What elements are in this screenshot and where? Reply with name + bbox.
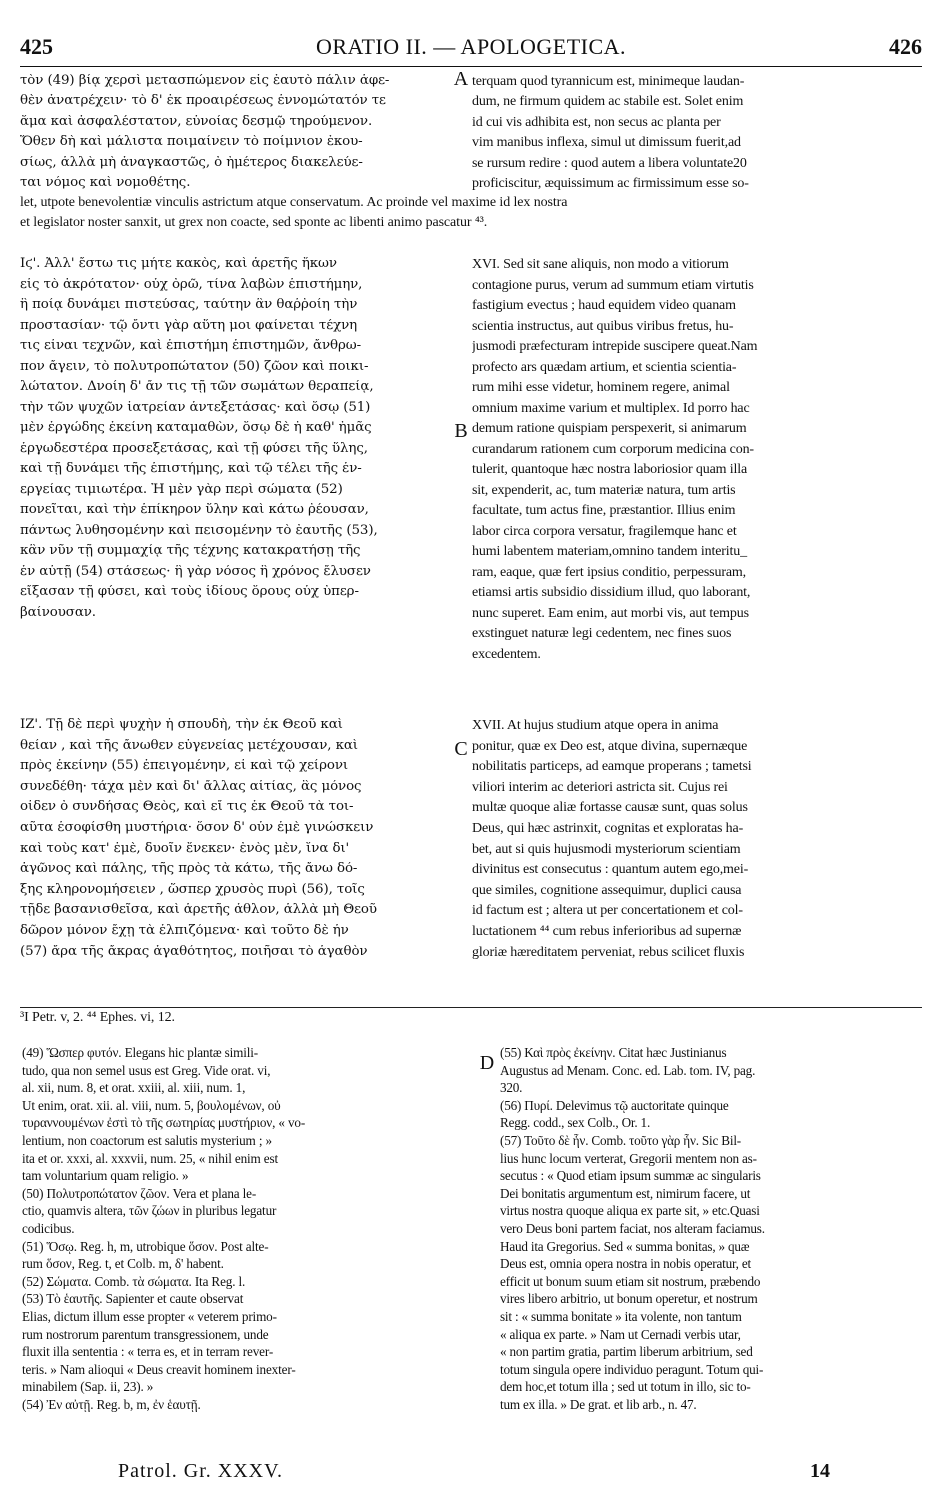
latin-line: id factum est ; altera ut per concertationem et col- [472, 903, 743, 919]
footnote-line: Elias, dictum illum esse propter « veterem primo- [22, 1310, 277, 1324]
latin-line: proficiscitur, æquissimum ac firmissimum esse so- [472, 176, 749, 191]
footnote-line: dem hoc,et totum illa ; sed ut totum in illo, sic to- [500, 1380, 751, 1395]
latin-line: omnium maxime varium et multiplex. Id porro hac [472, 400, 750, 416]
footnote-line: (50) Πολυτροπώτατον ζῶον. Vera et plana le- [22, 1186, 257, 1201]
footnote-line: Ut enim, orat. xii. al. viii, num. 5, βουλομένων, οὐ [22, 1098, 281, 1113]
latin-line: tulerit, quantoque hæc nostra laboriosior quam illa [472, 462, 748, 477]
latin-line: humi labentem materiam,omnino tandem interitu_ [472, 544, 747, 559]
footnote-line: efficit ut bonum suum etiam sit nostrum, præbendo [500, 1274, 761, 1289]
latin-line: vim manibus inflexa, simul ut dimissum fuerit,ad [472, 135, 741, 151]
footnote-line: tum ex illa. » De grat. et lib arb., n. 47. [500, 1398, 697, 1412]
footnote-line: rum ὅσον, Reg. t, et Colb. m, δ' habent. [22, 1257, 224, 1272]
full-width-line: et legislator noster sanxit, ut grex non coacte, sed sponte ac libenti animo pascatur ⁴³. [20, 215, 488, 231]
footnote-line: (52) Σώματα. Comb. τὰ σώματα. Ita Reg. l. [22, 1274, 246, 1289]
footnote-line: ctio, quamvis altera, τῶν ζώων in pluribus legatur [22, 1204, 277, 1219]
full-width-line: let, utpote benevolentiæ vinculis astrictum atque conservatum. Ac proinde vel maxime id lex nostra [20, 195, 568, 210]
latin-line: excedentem. [472, 646, 541, 662]
greek-line: πρὸς ἐκείνην (55) ἐπειγομένην, εἰ καὶ τῷ χείρονι [20, 759, 349, 774]
greek-line: πάντως λυθησομένην καὶ πεισομένην τὸ ἑαυτῆς (53), [20, 523, 378, 538]
greek-line: ἐργωδεστέρα προσεξετάσας, καὶ τῇ φύσει τῆς ὕλης, [20, 441, 368, 456]
greek-line: μὲν ἐργώδης ἐκείνη καταμαθὼν, ὅσῳ δὲ ἡ καθ' ἡμᾶς [20, 421, 372, 435]
latin-line: curandarum rationem cum corporum medicina con- [472, 441, 754, 457]
margin-letter: D [479, 1052, 495, 1074]
greek-line: εἰς τὸ ἀκρότατον· οὐχ ὁρῶ, τίνα λαβὼν ἐπιστήμην, [20, 277, 363, 292]
page-number-right: 426 [889, 34, 922, 59]
latin-line: scientia instructus, aut quibus viribus fretus, hu- [472, 318, 734, 334]
greek-line: πονεῖται, καὶ τὴν ἐπίκηρον ὕλην καὶ κάτω ῥέουσαν, [20, 503, 369, 517]
footnote-line: « non partim gratia, partim liberum arbitrium, sed [500, 1345, 753, 1360]
greek-line: σίως, ἀλλὰ μὴ ἀναγκαστῶς, ὁ ἡμέτερος διακελεύε- [20, 155, 363, 170]
latin-line: que similes, cognitione assequimur, duplici causa [472, 882, 742, 898]
footnote-line: rum nostrorum parentum transgressionem, unde [22, 1327, 269, 1342]
footnote-line: (51) Ὅσῳ. Reg. h, m, utrobique ὅσον. Post alte- [22, 1239, 269, 1254]
greek-line: θὲν ἀνατρέχειν· τὸ δ' ἐκ προαιρέσεως ἐννομώτατόν τε [20, 94, 386, 109]
greek-line: συνεδέθη· τάχα μὲν καὶ δι' ἄλλας αἰτίας, ἃς μόνος [20, 779, 362, 794]
scripture-references: ³I Petr. v, 2. ⁴⁴ Ephes. vi, 12. [20, 1010, 175, 1025]
footnote-line: lentium, non coactorum est salutis mysterium ; » [22, 1134, 272, 1148]
latin-line: demum ratione quispiam perspexerit, si animarum [472, 421, 747, 436]
latin-line: rum mihi esse videtur, hominem regere, animal [472, 380, 730, 395]
latin-line: multæ quoque aliæ fortasse causæ sunt, quas solus [472, 800, 748, 816]
greek-line: ξης κληρονομήσειεν , ὥσπερ χρυσὸς πυρὶ (56), τοῖς [20, 882, 365, 897]
greek-line: εργείας τιμιωτέρα. Ἡ μὲν γὰρ περὶ σώματα (52) [20, 482, 343, 497]
footnote-line: (54) Ἐν αὐτῇ. Reg. b, m, ἐν ἑαυτῇ. [22, 1398, 201, 1412]
greek-line: ἅμα καὶ ἀσφαλέστατον, εὐνοίας δεσμῷ τηρούμενον. [20, 114, 373, 129]
footer-signature-number: 14 [810, 1460, 830, 1482]
footnote-line: vero Deus boni partem faciat, nos alteram faciamus. [500, 1222, 765, 1236]
greek-line: καὶ τῇ δυνάμει τῆς ἐπιστήμης, καὶ τῷ τέλει τῆς ἐν- [20, 462, 362, 476]
footnote-line: fluxit illa sententia : « terra es, et in terram rever- [22, 1345, 274, 1360]
footnote-line: 320. [500, 1081, 523, 1096]
latin-line: facultate, tum actus fine, præstantior. Illius enim [472, 503, 736, 518]
margin-letter: B [454, 420, 468, 442]
footnote-line: codicibus. [22, 1222, 75, 1236]
greek-line: τις εἶναι τεχνῶν, καὶ ἐπιστήμη ἐπιστημῶν, ἄνθρω- [20, 339, 362, 353]
footnote-line: Augustus ad Menam. Conc. ed. Lab. tom. IV, pag. [500, 1063, 756, 1078]
footnote-line: lius hunc locum verterat, Gregorii mentem non as- [500, 1151, 757, 1166]
latin-line: viliori interim ac deteriori astricta sit. Cujus rei [472, 779, 728, 795]
page-number-left: 425 [20, 34, 53, 59]
footnote-line: tudo, qua non semel usus est Greg. Vide orat. vi, [22, 1063, 271, 1078]
footnote-line: secutus : « Quod etiam ipsum summæ ac singularis [500, 1169, 761, 1184]
footnote-line: ita et or. xxxi, al. xxxvii, num. 25, « nihil enim est [22, 1151, 278, 1166]
margin-letter: C [454, 738, 468, 760]
latin-line: fastigium evectus ; haud equidem video quanam [472, 298, 736, 313]
greek-line: βαίνουσαν. [20, 605, 96, 620]
latin-line: bet, aut si quis hujusmodi mysteriorum scientiam [472, 841, 741, 857]
greek-line: ται νόμος καὶ νομοθέτης. [20, 176, 191, 190]
latin-line: se rursum redire : quod autem a libera voluntate20 [472, 155, 747, 171]
latin-line: exstinguet naturæ legi cedentem, nec fines suos [472, 626, 732, 641]
latin-line: labor circa corpora versatur, fragilemque hanc et [472, 523, 737, 539]
greek-line: αῦτα ἐσοφίσθη μυστήρια· ὅσον δ' οὖν ἐμὲ γινώσκειν [20, 821, 374, 835]
footnote-line: Dei bonitatis argumentum est, nimirum facere, ut [500, 1186, 751, 1201]
greek-line: πον ἄγειν, τὸ πολυτροπώτατον (50) ζῶον καὶ ποικι- [20, 359, 369, 374]
greek-line: τὴν τῶν ψυχῶν ἰατρείαν ἀντεξετάσας· καὶ ὅσῳ (51) [20, 400, 371, 415]
footnote-line: (49) Ὥσπερ φυτόν. Elegans hic plantæ simili- [22, 1046, 259, 1060]
latin-line: etiamsi artis subsidio dissidium illud, quo laborant, [472, 585, 751, 600]
page-header [20, 30, 922, 67]
greek-line: ἢ ποίᾳ δυνάμει πιστεύσας, ταύτην ἂν θαῤῥοίη τὴν [20, 298, 358, 312]
footnote-line: τυραννουμένων ἐστὶ τὸ τῆς σωτηρίας μυστήριον, « vo- [22, 1116, 306, 1131]
footnote-line: Deus est, omnia opera nostra in nobis operatur, et [500, 1257, 751, 1272]
latin-line: jusmodi præfecturam intrepide suscipere queat.Nam [472, 339, 758, 354]
latin-line: divinitus est consecutus : quantum autem ego,mei- [472, 862, 749, 878]
latin-line: profecto ars quædam artium, et scientia scientia- [472, 359, 737, 375]
greek-line: θείαν , καὶ τῆς ἄνωθεν εὐγενείας μετέχουσαν, καὶ [20, 738, 358, 753]
latin-line: nunc superet. Eam enim, aut morbi vis, aut tempus [472, 605, 749, 621]
footnote-line: Regg. codd., sex Colb., Or. 1. [500, 1116, 651, 1131]
footnote-line: virtus nostra quoque aliqua ex parte sit, » etc.Quasi [500, 1204, 760, 1219]
greek-line: προστασίαν· τῷ ὄντι γὰρ αὕτη μοι φαίνεται τέχνη [20, 318, 358, 333]
footnote-line: vires libero arbitrio, ut bonum operetur, et nostrum [500, 1292, 758, 1307]
latin-line: ram, eaque, quæ fert ipsius conditio, perpessuram, [472, 564, 746, 580]
latin-line: id cui vis adhibita est, non secus ac planta per [472, 114, 721, 130]
greek-line: Ὅθεν δὴ καὶ μάλιστα ποιμαίνειν τὸ ποίμνιον ἑκου- [20, 135, 363, 150]
footnote-line: Haud ita Gregorius. Sed « summa bonitas, » quæ [500, 1239, 750, 1254]
greek-line: κἂν νῦν τῇ συμμαχίᾳ τῆς τέχνης κατακρατήσῃ τῆς [20, 544, 361, 558]
footnote-line: (56) Πυρί. Delevimus τῷ auctoritate quinque [500, 1098, 729, 1113]
footnote-line: teris. » Nam alioqui « Deus creavit hominem inexter- [22, 1362, 296, 1377]
footnote-line: minabilem (Sap. ii, 23). » [22, 1380, 154, 1395]
greek-line: τῇδε βασανισθεῖσα, καὶ ἀρετῆς ἆθλον, ἀλλὰ μὴ Θεοῦ [20, 903, 377, 918]
footnote-line: sit : « summa bonitate » ita volente, non tantum [500, 1310, 742, 1324]
latin-line: XVII. At hujus studium atque opera in anima [472, 718, 719, 733]
latin-line: XVI. Sed sit sane aliquis, non modo a vitiorum [472, 257, 729, 272]
latin-line: sit, expenderit, ac, tum materiæ natura, tum artis [472, 482, 736, 498]
latin-line: luctationem ⁴⁴ cum rebus inferioribus ad supernæ [472, 924, 742, 939]
latin-line: Deus, qui hæc astrinxit, cognitas et exploratas ha- [472, 821, 744, 836]
latin-line: ponitur, quæ ex Deo est, atque divina, supernæque [472, 738, 748, 754]
footnote-line: (55) Καὶ πρὸς ἐκείνην. Citat hæc Justinianus [500, 1046, 727, 1060]
latin-line: contagione purus, verum ad summum etiam virtutis [472, 277, 754, 293]
greek-line: εἴξασαν τῇ φύσει, καὶ τοὺς ἰδίους ὅρους οὐχ ὑπερ- [20, 585, 359, 599]
margin-letter: A [453, 68, 469, 90]
running-title: ORATIO II. — APOLOGETICA. [315, 34, 627, 59]
footnote-line: tam voluntarium quam religio. » [22, 1169, 189, 1184]
latin-line: dum, ne firmum quidem ac stabile est. Solet enim [472, 94, 744, 110]
greek-line: ἐν αὐτῇ (54) στάσεως· ἢ γὰρ νόσος ἢ χρόνος ἔλυσεν [20, 564, 371, 579]
greek-line: καὶ τοὺς κατ' ἐμὲ, δυοῖν ἕνεκεν· ἑνὸς μὲν, ἵνα δι' [20, 841, 350, 856]
latin-line: terquam quod tyrannicum est, minimeque laudan- [472, 74, 745, 89]
greek-line: τὸν (49) βίᾳ χερσὶ μετασπώμενον εἰς ἑαυτὸ πάλιν ἀφε- [20, 74, 390, 88]
greek-line: λώτατον. Δνοίη δ' ἄν τις τῇ τῶν σωμάτων θεραπείᾳ, [20, 380, 374, 394]
greek-line: ἀγῶνος καὶ πάλης, τῆς πρὸς τὰ κάτω, τῆς ἄνω δό- [20, 862, 358, 877]
greek-line: ΙΖ'. Τῇ δὲ περὶ ψυχὴν ἡ σπουδὴ, τὴν ἐκ Θεοῦ καὶ [20, 718, 343, 732]
footer-collection-label: Patrol. Gr. XXXV. [118, 1460, 283, 1482]
greek-line: (57) ἄρα τῆς ἄκρας ἀγαθότητος, ποιῆσαι τὸ ἀγαθὸν [20, 944, 368, 959]
footnote-line: al. xii, num. 8, et orat. xxiii, al. xiii, num. 1, [22, 1081, 246, 1096]
footnote-line: « aliqua ex parte. » Nam ut Cernadi verbis utar, [500, 1327, 741, 1342]
text-footnote-divider [20, 1007, 922, 1008]
footnote-line: (53) Τὸ ἑαυτῆς. Sapienter et caute observat [22, 1292, 244, 1307]
greek-line: οἶδεν ὁ συνδήσας Θεὸς, καὶ εἴ τις ἐκ Θεοῦ τὰ τοι- [20, 800, 354, 815]
greek-line: Ιϛ'. Ἀλλ' ἔστω τις μήτε κακὸς, καὶ ἀρετῆς ἥκων [20, 257, 337, 271]
greek-line: δῶρον μόνον ἔχῃ τὰ ἐλπιζόμενα· καὶ τοῦτο δὲ ἦν [20, 924, 349, 938]
footnote-line: (57) Τοῦτο δὲ ἦν. Comb. τοῦτο γὰρ ἦν. Sic Bil- [500, 1134, 741, 1148]
latin-line: gloriæ hæreditatem perveniat, rebus scilicet fluxis [472, 944, 745, 960]
latin-line: nobilitatis particeps, ad eamque properans ; tametsi [472, 759, 752, 775]
footnote-line: totum singula opere individuo peragunt. Totum qui- [500, 1362, 764, 1377]
